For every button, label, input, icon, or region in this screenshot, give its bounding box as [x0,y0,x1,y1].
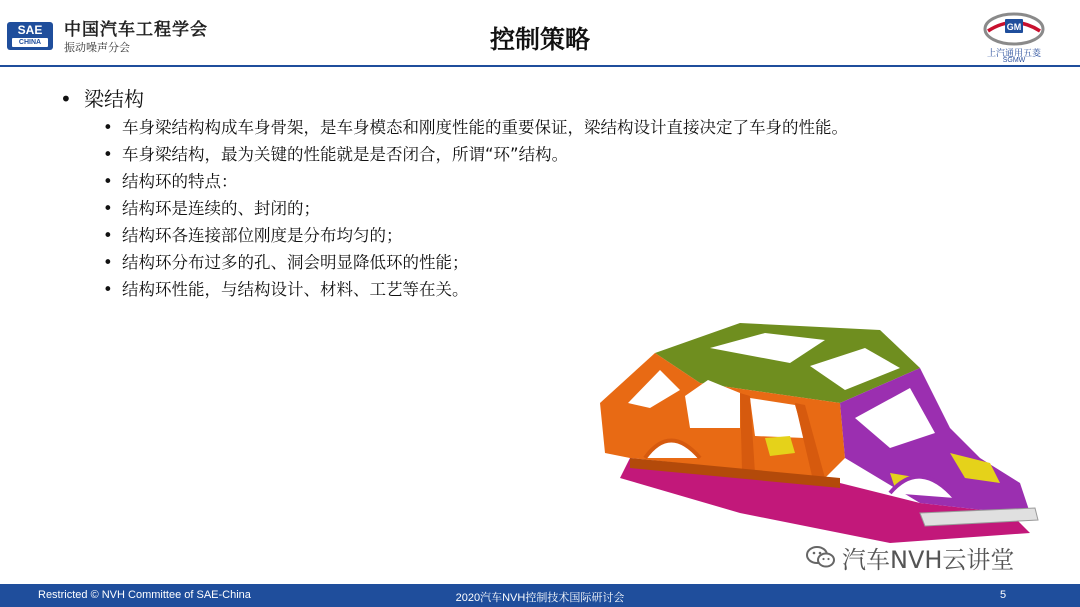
page-number: 5 [1000,589,1007,601]
sgmw-logo-cn: 上汽通用五菱 [986,49,1041,59]
bullet-item [60,249,1040,276]
bullet-text: 结构环各连接部位刚度是分布均匀的； [122,226,403,245]
wechat-icon [806,544,836,570]
watermark-text: 汽车NVH云讲堂 [842,545,1015,574]
bullet-text: 结构环的特点： [122,172,238,191]
sgmw-logo-en: SGMW [1002,57,1026,64]
header-divider [0,65,1080,67]
bullet-item [60,222,1040,249]
bullet-dot: • [103,280,113,299]
bullet-text: 车身梁结构构成车身骨架，是车身模态和刚度性能的重要保证，梁结构设计直接决定了车身的性能。 [122,118,848,137]
sae-logo-text: SAE [17,23,43,37]
body-in-white-image [590,308,1050,563]
bullet-text: 车身梁结构，最为关键的性能就是是否闭合，所谓“环”结构。 [122,145,569,164]
bullet-text: 结构环分布过多的孔、洞会明显降低环的性能； [122,253,469,272]
bullet-dot: • [60,87,72,111]
org-name: 中国汽车工程学会 [64,20,208,40]
slide-header [0,0,1080,66]
slide-content [60,84,1040,303]
bullet-text: 结构环是连续的、封闭的； [122,199,320,218]
bullet-list [60,114,1040,303]
bullet-dot: • [103,226,113,245]
org-subtitle: 振动噪声分会 [64,41,130,54]
heading-item [60,84,1040,114]
bullet-dot: • [103,199,113,218]
wechat-watermark [806,541,1014,573]
bullet-dot: • [103,118,113,137]
bullet-item [60,141,1040,168]
footer-event: 2020汽车NVH控制技术国际研讨会 [455,592,625,604]
footer-copyright: Restricted © NVH Committee of SAE-China [38,589,251,601]
bullet-item [60,168,1040,195]
bullet-item [60,276,1040,303]
bullet-dot: • [103,172,113,191]
sae-logo-sub: CHINA [12,38,48,47]
slide-title: 控制策略 [489,25,590,54]
bullet-dot: • [103,145,113,164]
bullet-text: 结构环性能，与结构设计、材料、工艺等在关。 [122,280,469,299]
slide-footer [0,584,1080,607]
bullet-item [60,195,1040,222]
gm-badge-text: GM [1006,22,1022,32]
bullet-item [60,114,1040,141]
heading-text: 梁结构 [84,87,144,111]
bullet-dot: • [103,253,113,272]
